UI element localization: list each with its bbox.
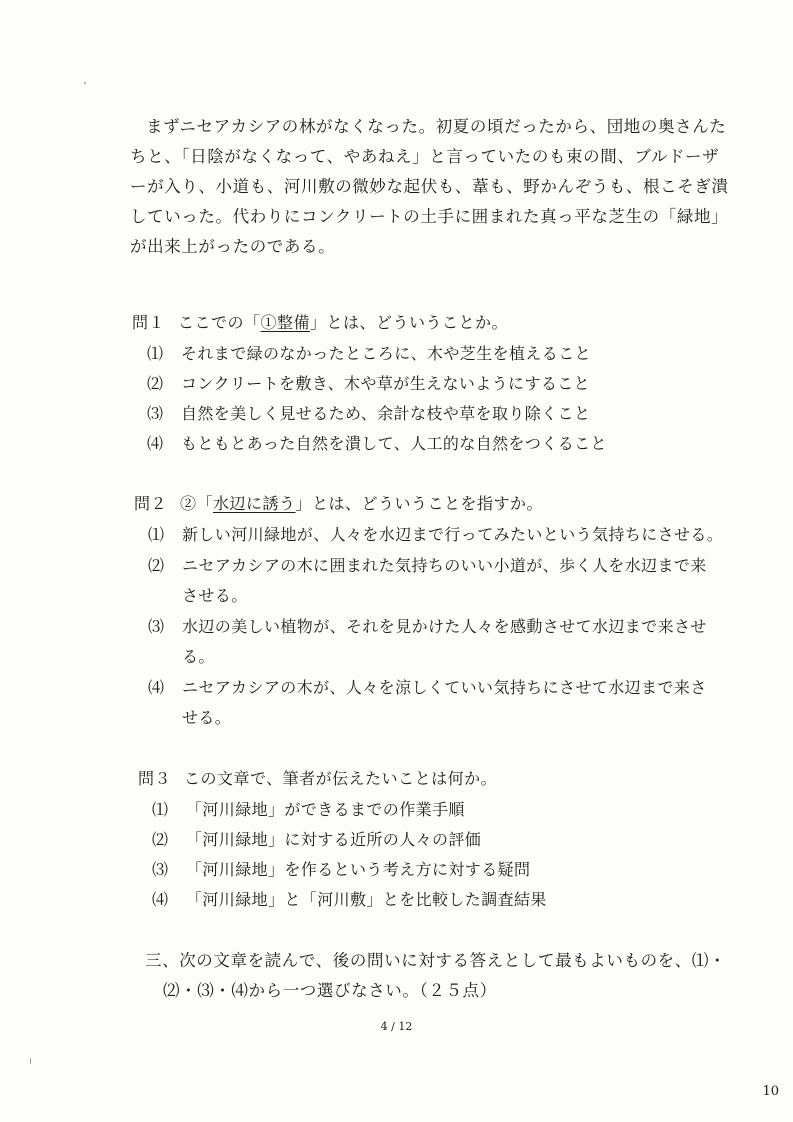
q2-option-1: ⑴ 新しい河川緑地が、人々を水辺まで行ってみたいという気持ちにさせる。 bbox=[148, 525, 724, 544]
q3-option-3: ⑶ 「河川緑地」を作るという考え方に対する疑問 bbox=[152, 860, 531, 879]
q1-option-3: ⑶ 自然を美しく見せるため、余計な枝や草を取り除くこと bbox=[147, 404, 591, 423]
question-3-title: 問３ この文章で、筆者が伝えたいことは何か。 bbox=[138, 766, 497, 789]
q2-option-2-cont: させる。 bbox=[182, 586, 248, 605]
passage-line: まずニセアカシアの林がなくなった。初夏の頃だったから、団地の奥さんた bbox=[146, 117, 727, 136]
underlined-term: ①整備 bbox=[260, 313, 311, 332]
question-1-title: 問１ ここでの「①整備」とは、どういうことか。 bbox=[132, 310, 508, 333]
question-number: 問３ bbox=[138, 769, 172, 788]
q1-option-4: ⑷ もともとあった自然を潰して、人工的な自然をつくること bbox=[147, 434, 607, 453]
q3-option-4: ⑷ 「河川緑地」と「河川敷」とを比較した調査結果 bbox=[152, 890, 547, 909]
q2-option-3-cont: る。 bbox=[182, 647, 215, 666]
q2-option-3: ⑶ 水辺の美しい植物が、それを見かけた人々を感動させて水辺まで来させ bbox=[148, 617, 707, 636]
question-2-title: 問２ ②「水辺に誘う」とは、どういうことを指すか。 bbox=[134, 491, 543, 514]
q2-option-4-cont: せる。 bbox=[182, 708, 232, 727]
passage-line: ーが入り、小道も、河川敷の微妙な起伏も、葦も、野かんぞうも、根こそぎ潰 bbox=[130, 177, 729, 196]
question-number: 問１ bbox=[132, 313, 166, 332]
reading-passage bbox=[130, 112, 729, 262]
underlined-term: 水辺に誘う bbox=[213, 494, 296, 513]
section-3-instruction-cont: ⑵・⑶・⑷から一つ選びなさい。（２５点） bbox=[163, 981, 497, 1000]
passage-line: ちと、「日陰がなくなって、やあねえ」と言っていたのも束の間、ブルドーザ bbox=[130, 147, 720, 166]
page-number: 4 / 12 bbox=[380, 1020, 413, 1033]
q1-option-2: ⑵ コンクリートを敷き、木や草が生えないようにすること bbox=[147, 374, 591, 393]
scan-speck bbox=[84, 82, 86, 84]
q1-option-1: ⑴ それまで緑のなかったところに、木や芝生を植えること bbox=[147, 344, 592, 363]
q2-option-4: ⑷ ニセアカシアの木が、人々を涼しくていい気持ちにさせて水辺まで来さ bbox=[148, 678, 707, 697]
passage-line: が出来上がったのである。 bbox=[130, 237, 336, 256]
corner-page-number: 10 bbox=[762, 1084, 779, 1099]
q3-option-2: ⑵ 「河川緑地」に対する近所の人々の評価 bbox=[152, 830, 482, 849]
question-number: 問２ bbox=[134, 494, 168, 513]
q3-option-1: ⑴ 「河川緑地」ができるまでの作業手順 bbox=[152, 800, 465, 819]
section-3-instruction: 三、次の文章を読んで、後の問いに対する答えとして最もよいものを、⑴・ bbox=[145, 951, 727, 970]
q2-option-2: ⑵ ニセアカシアの木に囲まれた気持ちのいい小道が、歩く人を水辺まで来 bbox=[148, 556, 707, 575]
scan-speck bbox=[30, 1058, 31, 1064]
passage-line: していった。代わりにコンクリートの土手に囲まれた真っ平な芝生の「緑地」 bbox=[130, 207, 729, 226]
